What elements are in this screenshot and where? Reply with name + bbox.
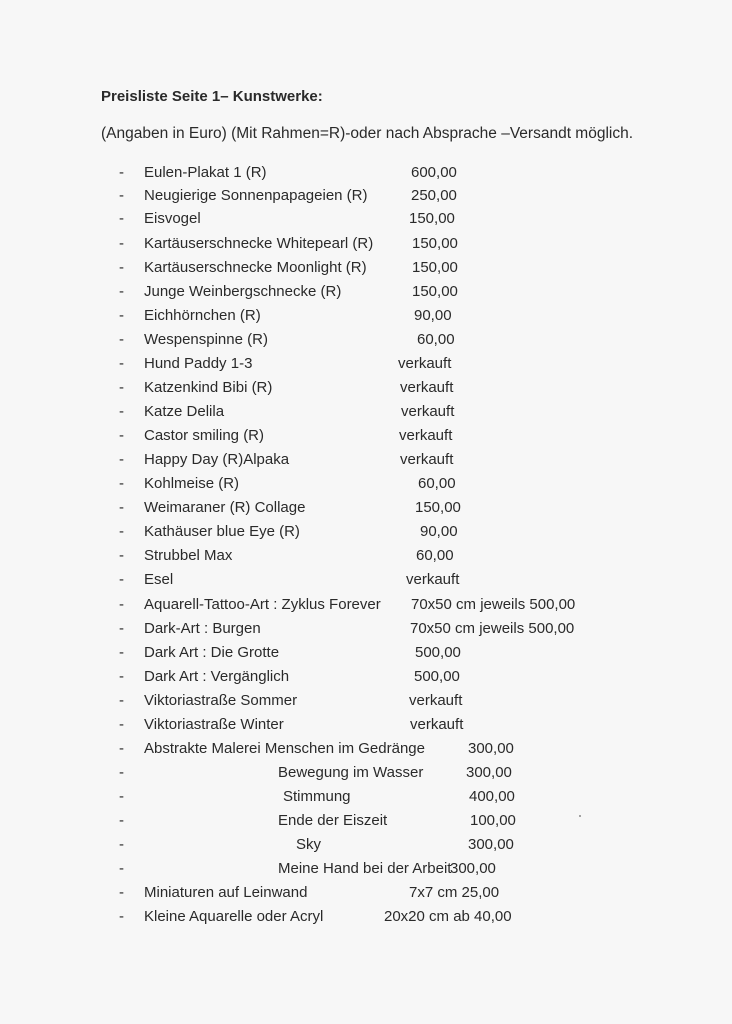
list-bullet: - — [119, 908, 124, 925]
artwork-price: 100,00 — [470, 812, 516, 829]
artwork-name: Kathäuser blue Eye (R) — [144, 523, 300, 540]
list-bullet: - — [119, 379, 124, 396]
artwork-price: 60,00 — [418, 475, 456, 492]
artwork-price: 70x50 cm jeweils 500,00 — [410, 620, 575, 637]
list-bullet: - — [119, 547, 124, 564]
artwork-name: Weimaraner (R) Collage — [144, 499, 306, 516]
artwork-name: Happy Day (R)Alpaka — [144, 451, 290, 468]
artwork-price: 600,00 — [411, 164, 457, 181]
paper-speck — [579, 815, 581, 817]
list-bullet: - — [119, 259, 124, 276]
list-bullet: - — [119, 475, 124, 492]
artwork-name: Hund Paddy 1-3 — [144, 355, 253, 372]
list-bullet: - — [119, 764, 124, 781]
list-bullet: - — [119, 740, 124, 757]
artwork-price: verkauft — [401, 403, 455, 420]
artwork-subitem-name: Ende der Eiszeit — [278, 812, 388, 829]
artwork-name: Neugierige Sonnenpapageien (R) — [144, 187, 368, 204]
artwork-price: 150,00 — [412, 259, 458, 276]
list-bullet: - — [119, 235, 124, 252]
artwork-name: Castor smiling (R) — [144, 427, 265, 444]
list-bullet: - — [119, 716, 124, 733]
list-bullet: - — [119, 644, 124, 661]
artwork-name: Eichhörnchen (R) — [144, 307, 261, 324]
list-bullet: - — [119, 668, 124, 685]
artwork-name: Dark-Art : Burgen — [144, 620, 261, 637]
artwork-price: 70x50 cm jeweils 500,00 — [411, 596, 576, 613]
artwork-name: Esel — [144, 571, 174, 588]
artwork-price: 300,00 — [468, 740, 514, 757]
artwork-price: 500,00 — [415, 644, 461, 661]
artwork-price: 20x20 cm ab 40,00 — [384, 908, 512, 925]
list-bullet: - — [119, 283, 124, 300]
artwork-price: 400,00 — [469, 788, 515, 805]
artwork-subitem-name: Meine Hand bei der Arbeit — [278, 860, 452, 877]
artwork-price: verkauft — [406, 571, 460, 588]
list-bullet: - — [119, 403, 124, 420]
artwork-name: Viktoriastraße Sommer — [144, 692, 298, 709]
artwork-name: Junge Weinbergschnecke (R) — [144, 283, 342, 300]
artwork-price: 7x7 cm 25,00 — [409, 884, 500, 901]
list-bullet: - — [119, 331, 124, 348]
page-title: Preisliste Seite 1– Kunstwerke: — [101, 88, 323, 105]
artwork-price: verkauft — [398, 355, 452, 372]
artwork-name: Katze Delila — [144, 403, 225, 420]
list-bullet: - — [119, 571, 124, 588]
list-bullet: - — [119, 788, 124, 805]
artwork-subitem-name: Stimmung — [283, 788, 351, 805]
artwork-name: Abstrakte Malerei Menschen im Gedränge — [144, 740, 425, 757]
artwork-name: Strubbel Max — [144, 547, 233, 564]
artwork-name: Kartäuserschnecke Whitepearl (R) — [144, 235, 374, 252]
artwork-price: 150,00 — [412, 235, 458, 252]
artwork-price: 90,00 — [420, 523, 458, 540]
list-bullet: - — [119, 860, 124, 877]
list-bullet: - — [119, 427, 124, 444]
artwork-name: Wespenspinne (R) — [144, 331, 268, 348]
artwork-price: verkauft — [399, 427, 453, 444]
artwork-name: Eulen-Plakat 1 (R) — [144, 164, 267, 181]
list-bullet: - — [119, 307, 124, 324]
list-bullet: - — [119, 164, 124, 181]
list-bullet: - — [119, 355, 124, 372]
artwork-name: Dark Art : Die Grotte — [144, 644, 280, 661]
artwork-name: Miniaturen auf Leinwand — [144, 884, 308, 901]
artwork-name: Viktoriastraße Winter — [144, 716, 284, 733]
artwork-price: 300,00 — [466, 764, 512, 781]
list-bullet: - — [119, 812, 124, 829]
artwork-price: verkauft — [400, 451, 454, 468]
artwork-price: 250,00 — [411, 187, 457, 204]
artwork-price: 60,00 — [416, 547, 454, 564]
list-bullet: - — [119, 620, 124, 637]
list-bullet: - — [119, 499, 124, 516]
artwork-name: Eisvogel — [144, 210, 201, 227]
artwork-subitem-name: Bewegung im Wasser — [278, 764, 424, 781]
list-bullet: - — [119, 210, 124, 227]
artwork-price: 500,00 — [414, 668, 460, 685]
artwork-price: 300,00 — [450, 860, 496, 877]
list-bullet: - — [119, 884, 124, 901]
artwork-price: verkauft — [410, 716, 464, 733]
list-bullet: - — [119, 523, 124, 540]
artwork-name: Dark Art : Vergänglich — [144, 668, 290, 685]
artwork-price: 150,00 — [412, 283, 458, 300]
artwork-price: 150,00 — [415, 499, 461, 516]
list-bullet: - — [119, 451, 124, 468]
artwork-name: Aquarell-Tattoo-Art : Zyklus Forever — [144, 596, 381, 613]
artwork-name: Kleine Aquarelle oder Acryl — [144, 908, 324, 925]
list-bullet: - — [119, 836, 124, 853]
list-bullet: - — [119, 692, 124, 709]
artwork-name: Katzenkind Bibi (R) — [144, 379, 273, 396]
artwork-price: 90,00 — [414, 307, 452, 324]
page-subtitle: (Angaben in Euro) (Mit Rahmen=R)-oder nach Absprache –Versandt möglich. — [101, 125, 634, 142]
artwork-name: Kohlmeise (R) — [144, 475, 240, 492]
artwork-subitem-name: Sky — [296, 836, 322, 853]
artwork-name: Kartäuserschnecke Moonlight (R) — [144, 259, 367, 276]
list-bullet: - — [119, 187, 124, 204]
artwork-price: verkauft — [409, 692, 463, 709]
artwork-price: 300,00 — [468, 836, 514, 853]
artwork-price: 150,00 — [409, 210, 455, 227]
artwork-price: verkauft — [400, 379, 454, 396]
artwork-price: 60,00 — [417, 331, 455, 348]
list-bullet: - — [119, 596, 124, 613]
